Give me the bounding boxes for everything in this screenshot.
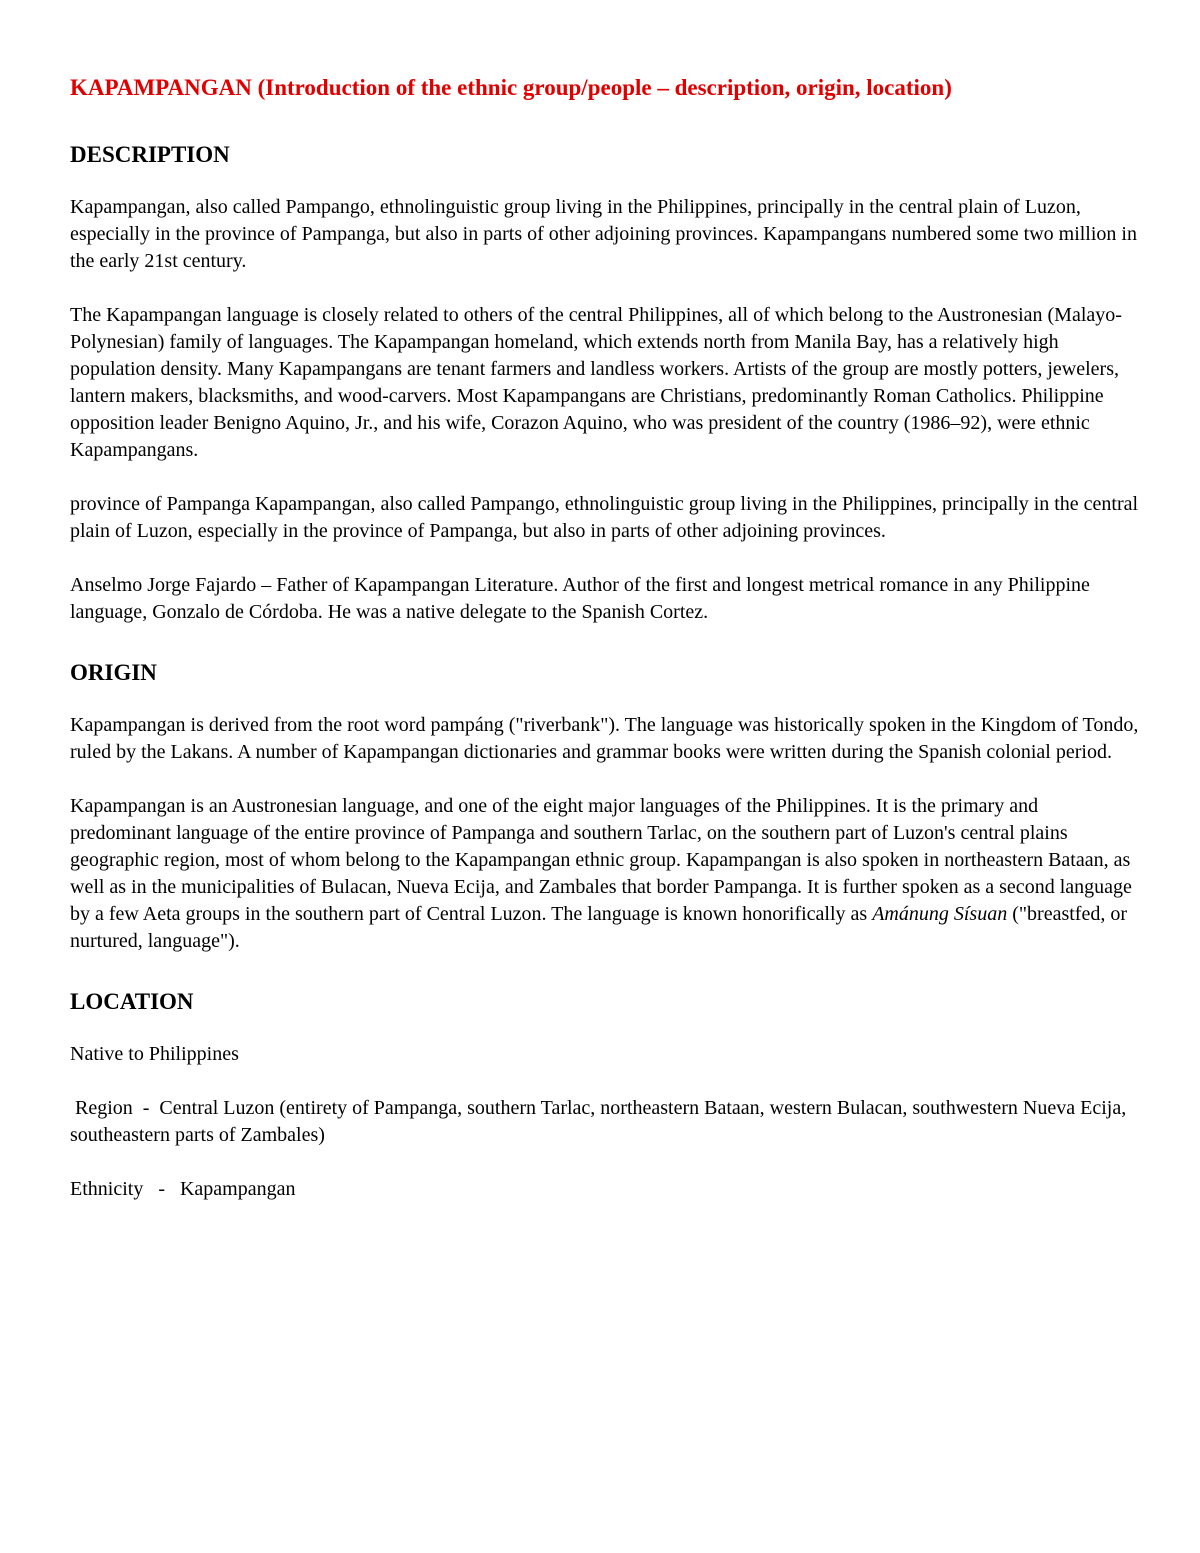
description-paragraph: The Kapampangan language is closely related to others of the central Philippines, all of which belong to the Austronesian (Malayo-Polynesian) family of languages. The Kapampangan homeland, which extends north from Manila Bay, has a relatively high population density. Many Kapampangans are tenant farmers and landless workers. Artists of the group are mostly potters, jewelers, lantern makers, blacksmiths, and wood-carvers. Most Kapampangans are Christians, predominantly Roman Catholics. Philippine opposition leader Benigno Aquino, Jr., and his wife, Corazon Aquino, who was president of the country (1986–92), were ethnic Kapampangans. xyxy=(70,304,1122,461)
location-region: Region - Central Luzon (entirety of Pampanga, southern Tarlac, northeastern Bataan, western Bulacan, southwestern Nueva Ecija, southeastern parts of Zambales) xyxy=(70,1097,1132,1146)
location-native-to: Native to Philippines xyxy=(70,1043,239,1065)
origin-paragraph: Kapampangan is derived from the root word pampáng ("riverbank"). The language was historically spoken in the Kingdom of Tondo, ruled by the Lakans. A number of Kapampangan dictionaries and grammar books were written during the Spanish colonial period. xyxy=(70,714,1139,763)
document-title: KAPAMPANGAN (Introduction of the ethnic group/people – description, origin, location) xyxy=(70,75,952,100)
location-heading: LOCATION xyxy=(70,989,194,1014)
origin-paragraph xyxy=(70,793,1140,955)
location-ethnicity: Ethnicity - Kapampangan xyxy=(70,1178,296,1200)
origin-heading: ORIGIN xyxy=(70,660,157,685)
description-paragraph: Kapampangan, also called Pampango, ethnolinguistic group living in the Philippines, principally in the central plain of Luzon, especially in the province of Pampanga, but also in parts of other adjoining provinces. Kapampangans numbered some two million in the early 21st century. xyxy=(70,196,1137,272)
description-paragraph: province of Pampanga Kapampangan, also called Pampango, ethnolinguistic group living in the Philippines, principally in the central plain of Luzon, especially in the province of Pampanga, but also in parts of other adjoining provinces. xyxy=(70,493,1139,542)
description-paragraph: Anselmo Jorge Fajardo – Father of Kapampangan Literature. Author of the first and longest metrical romance in any Philippine language, Gonzalo de Córdoba. He was a native delegate to the Spanish Cortez. xyxy=(70,574,1090,623)
honorific-name: Amánung Sísuan xyxy=(872,903,1008,925)
origin-paragraph-text: ("breastfed, or nurtured, language"). xyxy=(70,903,1127,952)
description-heading: DESCRIPTION xyxy=(70,142,230,167)
document-page xyxy=(70,72,1140,1230)
origin-paragraph-text: Kapampangan is an Austronesian language, and one of the eight major languages of the Philippines. It is the primary and predominant language of the entire province of Pampanga and southern Tarlac, on the southern part of Luzon's central plains geographic region, most of whom belong to the Kapampangan ethnic group. Kapampangan is also spoken in northeastern Bataan, as well as in the municipalities of Bulacan, Nueva Ecija, and Zambales that border Pampanga. It is further spoken as a second language by a few Aeta groups in the southern part of Central Luzon. The language is known honorifically as xyxy=(70,795,1132,925)
